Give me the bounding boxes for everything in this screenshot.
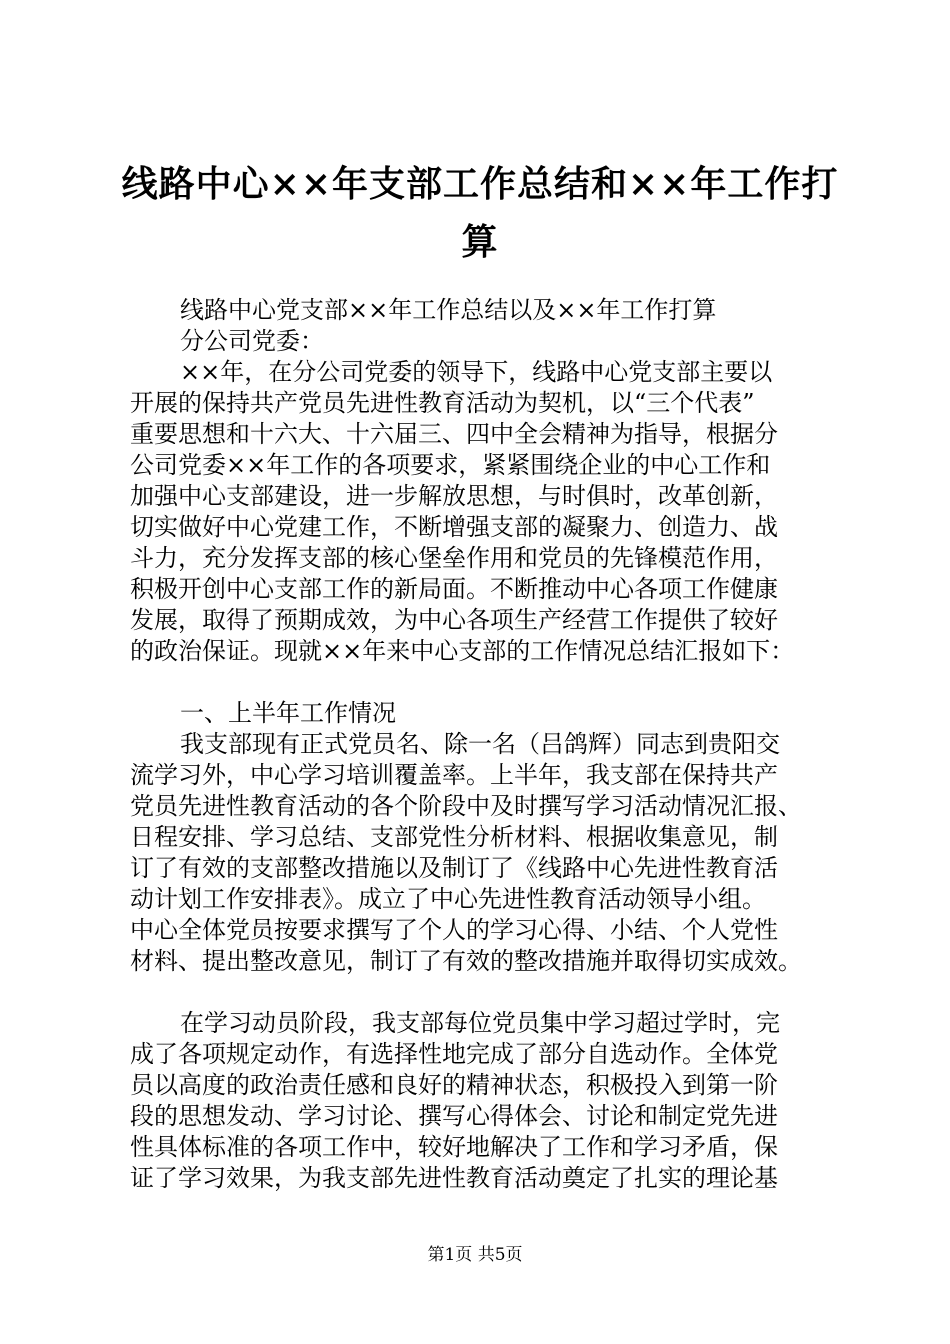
paragraph-line: 党员先进性教育活动的各个阶段中及时撰写学习活动情况汇报、: [130, 792, 802, 820]
paragraph-line: 性具体标准的各项工作中，较好地解决了工作和学习矛盾，保: [130, 1133, 778, 1161]
paragraph-line: 流学习外，中心学习培训覆盖率。上半年，我支部在保持共产: [130, 761, 778, 789]
paragraph-study-phase: [130, 1008, 850, 1194]
paragraph-line: 公司党委××年工作的各项要求，紧紧围绕企业的中心工作和: [130, 451, 771, 479]
paragraph-line: 切实做好中心党建工作，不断增强支部的凝聚力、创造力、战: [130, 513, 778, 541]
paragraph-line: 中心全体党员按要求撰写了个人的学习心得、小结、个人党性: [130, 916, 778, 944]
paragraph-line: 积极开创中心支部工作的新局面。不断推动中心各项工作健康: [130, 575, 778, 603]
paragraph-line: 订了有效的支部整改措施以及制订了《线路中心先进性教育活: [130, 854, 778, 882]
paragraph-line: 斗力，充分发挥支部的核心堡垒作用和党员的先锋模范作用，: [130, 544, 778, 572]
paragraph-line: ××年，在分公司党委的领导下，线路中心党支部主要以: [180, 358, 773, 386]
paragraph-first-half: [130, 729, 850, 977]
paragraph-line: 的政治保证。现就××年来中心支部的工作情况总结汇报如下：: [130, 637, 795, 665]
paragraph-line: 在学习动员阶段，我支部每位党员集中学习超过学时，完: [180, 1009, 780, 1037]
page-number-footer: 第1页 共5页: [427, 1245, 523, 1265]
paragraph-line: 日程安排、学习总结、支部党性分析材料、根据收集意见，制: [130, 823, 778, 851]
paragraph-line: 我支部现有正式党员名、除一名（吕鸽辉）同志到贵阳交: [180, 730, 780, 758]
document-body: [130, 295, 850, 1194]
section-heading: 一、上半年工作情况: [180, 699, 396, 727]
document-title: 线路中心××年支部工作总结和××年工作打算: [121, 163, 839, 263]
paragraph-line: 材料、提出整改意见，制订了有效的整改措施并取得切实成效。: [130, 947, 802, 975]
paragraph-line: 重要思想和十六大、十六届三、四中全会精神为指导，根据分: [130, 420, 778, 448]
paragraph-line: 加强中心支部建设，进一步解放思想，与时俱时，改革创新，: [130, 482, 778, 510]
paragraph-line: 证了学习效果，为我支部先进性教育活动奠定了扎实的理论基: [130, 1164, 778, 1192]
paragraph-line: 动计划工作安排表》。成立了中心先进性教育活动领导小组。: [130, 885, 766, 913]
paragraph-line: 成了各项规定动作，有选择性地完成了部分自选动作。全体党: [130, 1040, 778, 1068]
paragraph-line: 员以高度的政治责任感和良好的精神状态，积极投入到第一阶: [130, 1071, 778, 1099]
paragraph-line: 发展，取得了预期成效，为中心各项生产经营工作提供了较好: [130, 606, 778, 634]
salutation: 分公司党委：: [180, 327, 324, 355]
paragraph-intro: [130, 357, 850, 667]
paragraph-line: 段的思想发动、学习讨论、撰写心得体会、讨论和制定党先进: [130, 1102, 778, 1130]
paragraph-line: 开展的保持共产党员先进性教育活动为契机，以“三个代表”: [130, 389, 755, 417]
document-subtitle: 线路中心党支部××年工作总结以及××年工作打算: [180, 296, 717, 324]
